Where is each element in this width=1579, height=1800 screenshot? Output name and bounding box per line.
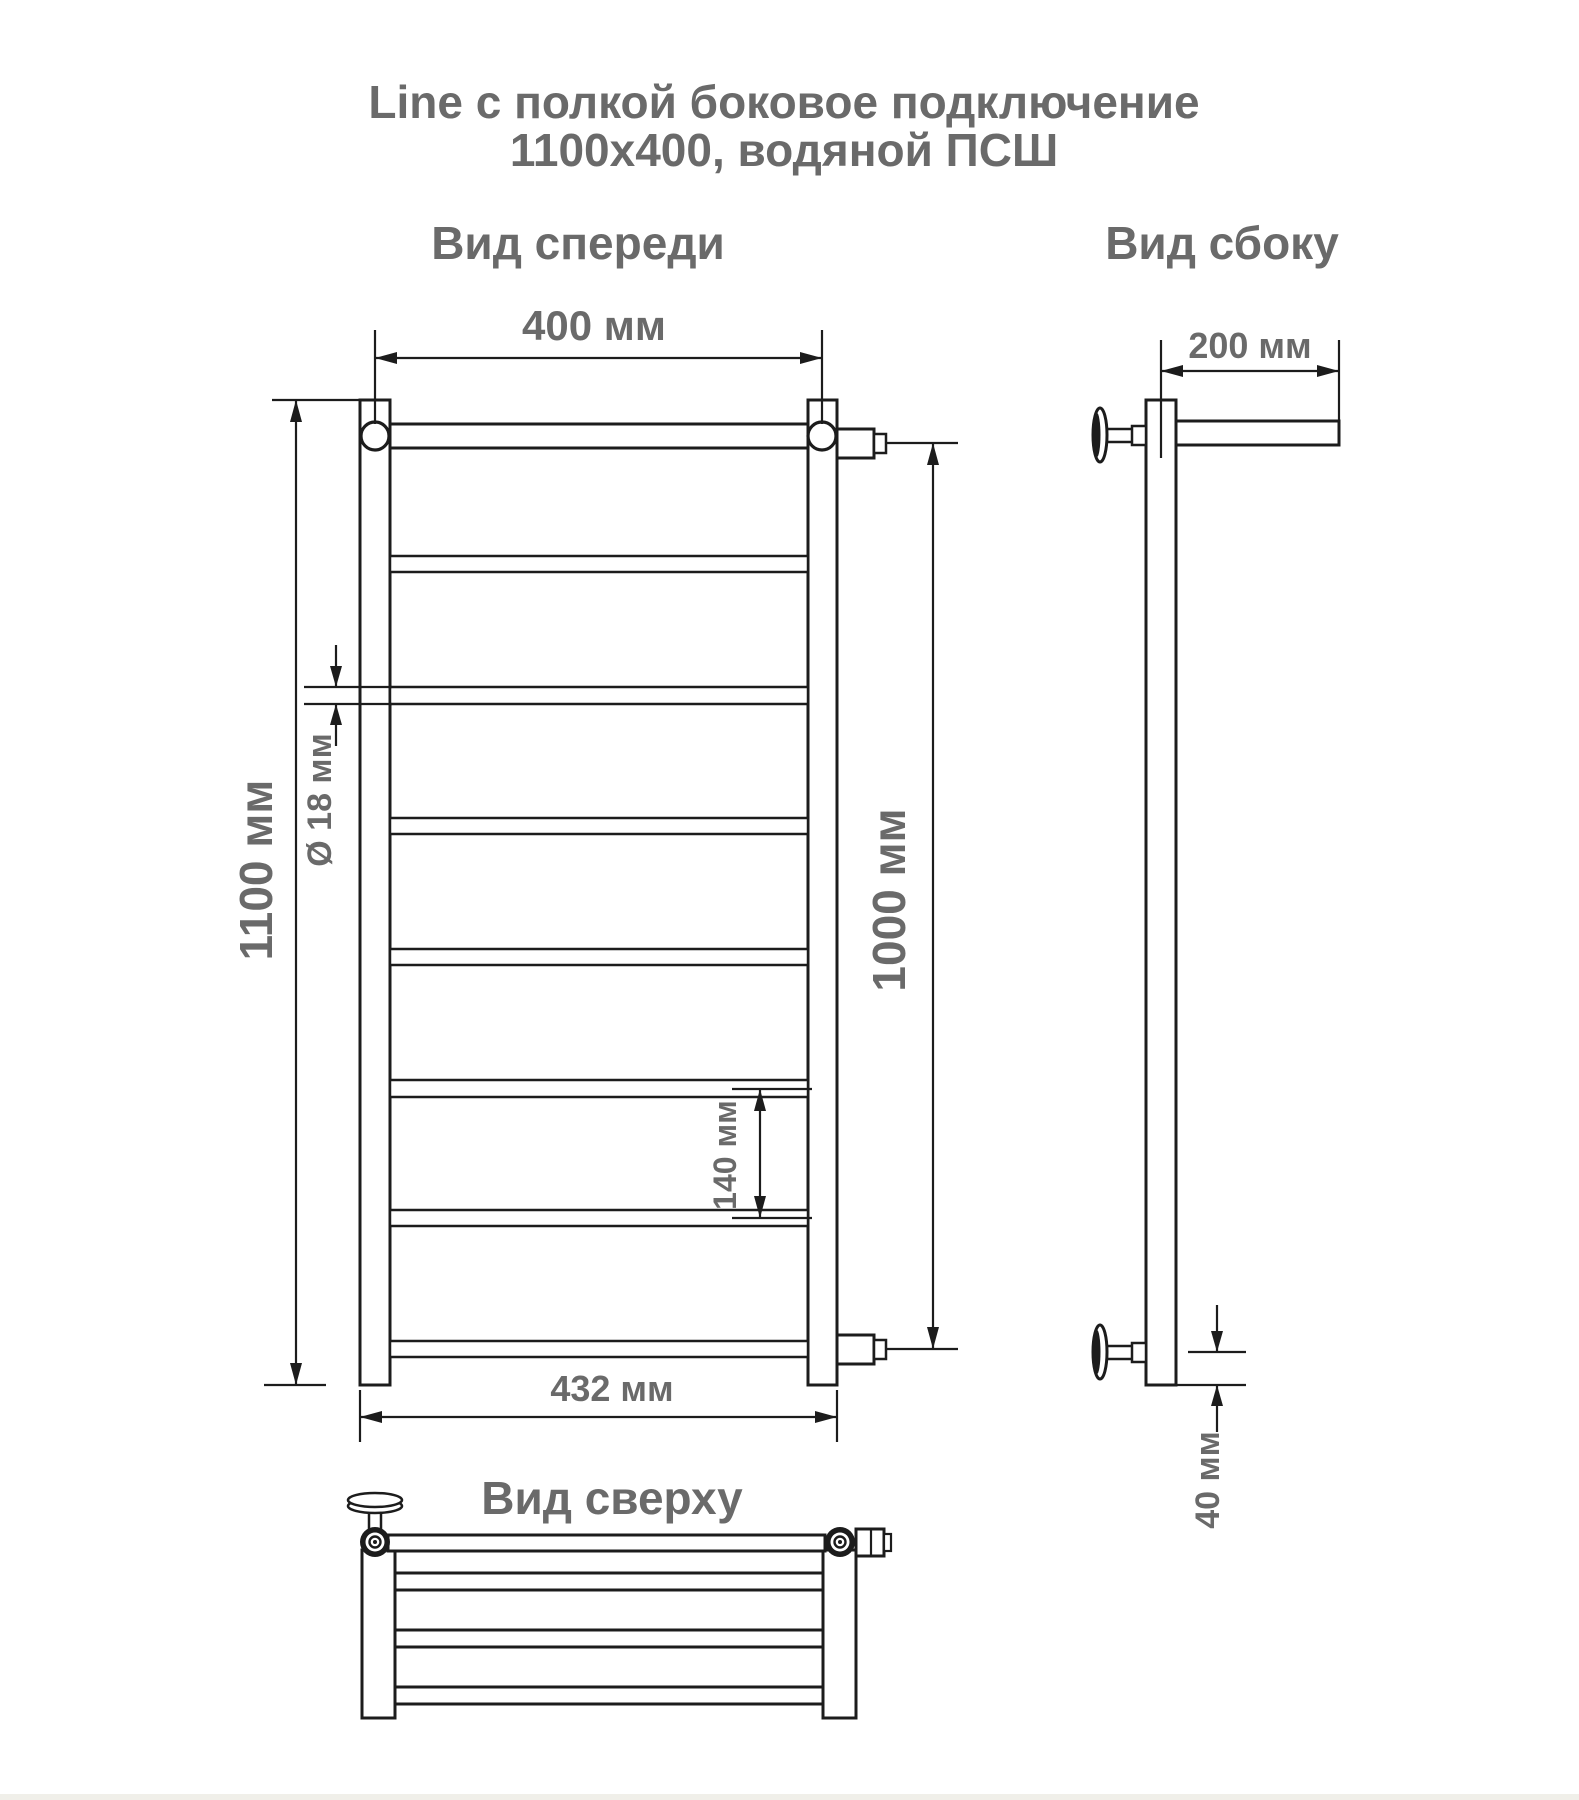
dim-front-height-label: 1100 мм <box>230 779 282 961</box>
top-view-shelf-tube <box>395 1573 823 1590</box>
front-bottom-fitting <box>837 1335 886 1364</box>
arrowhead-left-icon <box>375 352 397 364</box>
arrowhead-right-icon <box>1317 365 1339 377</box>
dim-bottom-offset-label: 40 мм <box>1189 1431 1227 1529</box>
front-right-post <box>808 400 837 1385</box>
dim-rung-gap <box>707 1089 812 1218</box>
drawing-title-line2: 1100x400, водяной ПСШ <box>509 124 1059 176</box>
arrowhead-down-icon <box>290 1363 302 1385</box>
front-right-joint <box>808 422 836 450</box>
dim-right-height-label: 1000 мм <box>863 808 915 992</box>
drawing-title-line1: Line с полкой боковое подключение <box>368 76 1200 128</box>
side-view-drawing <box>1093 400 1339 1385</box>
front-top-rail <box>390 424 808 448</box>
top-view-wall-bracket <box>348 1493 402 1532</box>
dim-shelf-depth-label: 200 мм <box>1188 325 1312 366</box>
front-view-drawing <box>360 400 886 1385</box>
side-shelf <box>1176 421 1339 445</box>
dim-diameter-label: Ø 18 мм <box>301 733 339 867</box>
front-top-fitting <box>837 429 886 458</box>
dim-rung-gap-label: 140 мм <box>707 1100 743 1210</box>
top-view-fitting <box>856 1529 891 1556</box>
rung <box>390 818 808 834</box>
top-view-main-rail <box>388 1535 825 1551</box>
side-view-title: Вид сбоку <box>1105 217 1339 269</box>
dim-bottom-width <box>360 1368 837 1442</box>
top-view-right-joint <box>825 1527 855 1557</box>
rung <box>390 1341 808 1357</box>
arrowhead-up-icon <box>290 400 302 422</box>
top-view-left-joint <box>360 1527 390 1557</box>
arrowhead-down-icon <box>927 1327 939 1349</box>
top-view-right-arm <box>823 1550 856 1718</box>
arrowhead-right-icon <box>815 1411 837 1423</box>
front-view-title: Вид спереди <box>431 217 725 269</box>
top-view-drawing <box>348 1493 891 1718</box>
top-view-title: Вид сверху <box>481 1472 743 1524</box>
rung <box>390 556 808 572</box>
front-rungs <box>390 556 808 1357</box>
arrowhead-left-icon <box>360 1411 382 1423</box>
rung <box>390 687 808 704</box>
side-post <box>1146 400 1176 1385</box>
arrowhead-down-icon <box>330 666 342 687</box>
front-left-joint <box>361 422 389 450</box>
arrowhead-down-icon <box>1211 1331 1223 1352</box>
dim-front-width <box>375 302 822 424</box>
arrowhead-right-icon <box>800 352 822 364</box>
dim-right-height <box>863 443 958 1349</box>
top-view-shelf-tube <box>395 1630 823 1647</box>
arrowhead-up-icon <box>1211 1385 1223 1406</box>
dim-front-height <box>230 400 362 1385</box>
arrowhead-up-icon <box>927 443 939 465</box>
dim-bottom-offset <box>1176 1305 1246 1529</box>
top-view-shelf-tube <box>395 1687 823 1704</box>
dim-front-width-label: 400 мм <box>522 302 666 349</box>
arrowhead-left-icon <box>1161 365 1183 377</box>
top-view-left-arm <box>362 1550 395 1718</box>
side-bottom-wall-bracket <box>1093 1325 1146 1379</box>
arrowhead-up-icon <box>330 704 342 725</box>
scan-edge-artifact <box>0 1794 1579 1800</box>
front-left-post <box>360 400 390 1385</box>
dim-bottom-width-label: 432 мм <box>550 1368 674 1409</box>
rung <box>390 949 808 965</box>
side-top-wall-bracket <box>1093 408 1146 462</box>
